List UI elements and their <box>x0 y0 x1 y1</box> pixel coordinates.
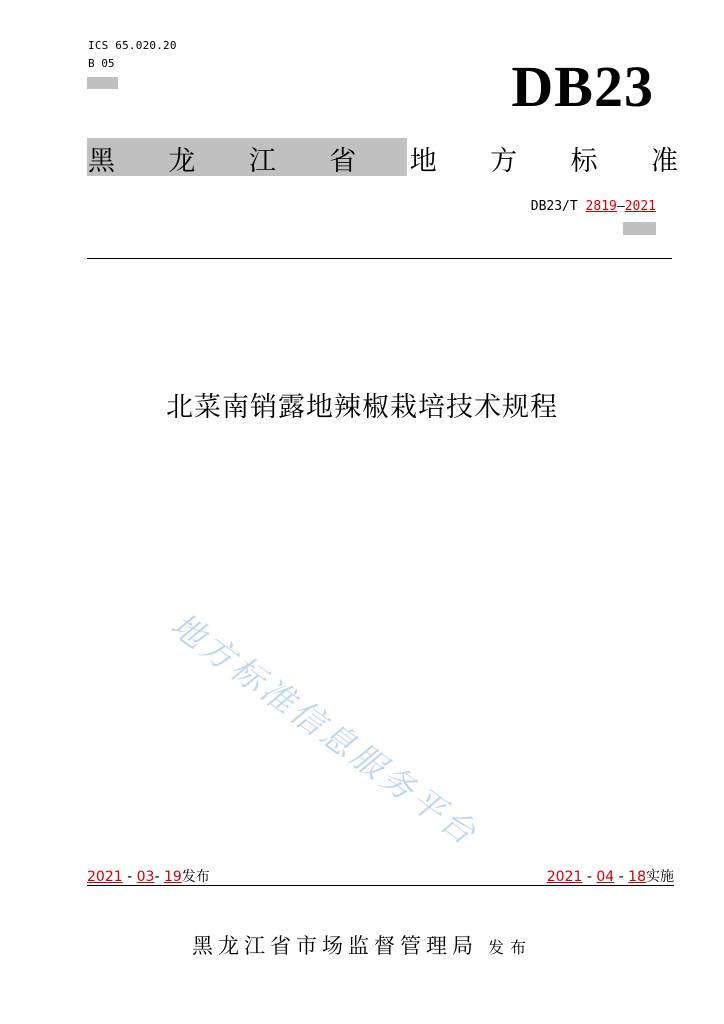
issue-day: 19 <box>163 869 182 885</box>
impl-month: 04 <box>596 869 615 885</box>
implementation-date <box>547 866 674 886</box>
standard-type-char: 方 <box>490 145 518 177</box>
date-sep: - <box>127 869 133 885</box>
document-title: 北菜南销露地辣椒栽培技术规程 <box>166 392 558 423</box>
issue-label: 发布 <box>181 869 210 885</box>
standard-type <box>88 139 678 177</box>
date-sep: - <box>618 869 624 885</box>
standard-type-char: 龙 <box>168 145 196 177</box>
code-separator: — <box>616 199 625 214</box>
divider <box>87 258 672 259</box>
code-prefix: DB23/T <box>530 199 586 214</box>
date-sep: - <box>154 869 160 885</box>
watermark: 地方标准信息服务平台 <box>163 604 486 854</box>
impl-day: 18 <box>628 869 646 885</box>
issue-month: 03 <box>136 869 155 885</box>
code-number: 2819 <box>585 199 617 214</box>
standard-type-char: 江 <box>248 145 276 177</box>
ics-code: ICS 65.020.20 <box>88 39 177 52</box>
ccs-code: B 05 <box>88 57 115 70</box>
impl-year: 2021 <box>546 869 583 885</box>
standard-type-char: 标 <box>570 145 598 177</box>
standard-code <box>531 199 656 214</box>
issue-year: 2021 <box>87 869 123 885</box>
publisher-suffix: 发布 <box>487 938 532 957</box>
placeholder-box <box>87 77 118 89</box>
standard-type-char: 准 <box>650 145 678 177</box>
standard-type-char: 地 <box>409 145 437 177</box>
issue-date <box>87 866 210 886</box>
standard-type-char: 省 <box>329 145 357 177</box>
code-year: 2021 <box>624 199 656 214</box>
publisher <box>0 930 724 960</box>
placeholder-box <box>623 222 656 235</box>
db-mark: DB23 <box>511 54 654 119</box>
impl-label: 实施 <box>646 869 674 885</box>
divider <box>87 885 674 886</box>
standard-type-char: 黑 <box>88 145 115 177</box>
date-sep: - <box>586 869 592 885</box>
publisher-name: 黑龙江省市场监督管理局 <box>191 934 478 958</box>
